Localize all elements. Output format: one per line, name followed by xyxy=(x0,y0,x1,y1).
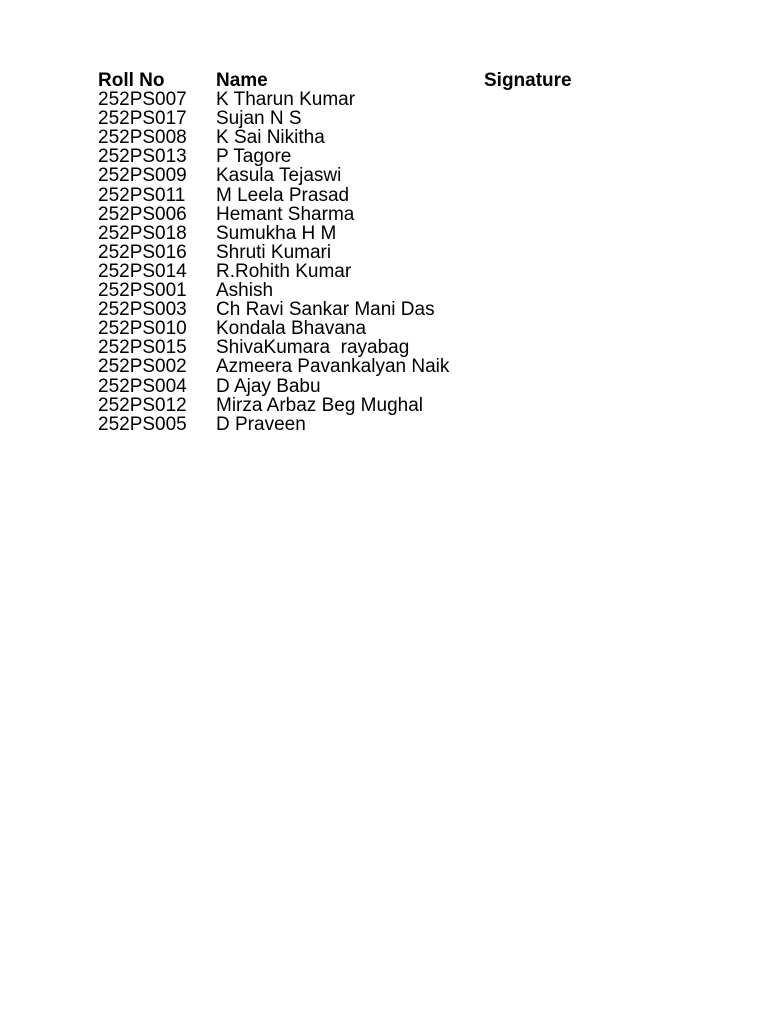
roll-no-cell: 252PS008 xyxy=(98,127,187,149)
name-cell: Azmeera Pavankalyan Naik xyxy=(216,356,450,378)
table-row xyxy=(98,243,658,262)
table-row xyxy=(98,147,658,166)
roll-no-cell: 252PS014 xyxy=(98,260,187,282)
roll-no-cell: 252PS003 xyxy=(98,299,187,321)
name-cell: D Praveen xyxy=(216,413,306,435)
table-row xyxy=(98,281,658,300)
attendance-sheet xyxy=(98,71,658,434)
roll-no-cell: 252PS018 xyxy=(98,222,187,244)
roll-no-cell: 252PS015 xyxy=(98,337,187,359)
roll-no-cell: 252PS010 xyxy=(98,318,187,340)
table-row xyxy=(98,300,658,319)
table-row xyxy=(98,90,658,109)
table-row xyxy=(98,377,658,396)
table-row xyxy=(98,128,658,147)
name-cell: Kasula Tejaswi xyxy=(216,165,342,187)
name-cell: R.Rohith Kumar xyxy=(216,260,352,282)
table-row xyxy=(98,338,658,357)
table-row xyxy=(98,319,658,338)
name-cell: M Leela Prasad xyxy=(216,184,350,206)
name-cell: Shruti Kumari xyxy=(216,241,332,263)
name-cell: Sujan N S xyxy=(216,108,302,130)
roll-no-cell: 252PS006 xyxy=(98,203,187,225)
name-cell: Ashish xyxy=(216,280,274,302)
roll-no-cell: 252PS016 xyxy=(98,241,187,263)
name-cell: ShivaKumara rayabag xyxy=(216,337,410,359)
name-cell: Ch Ravi Sankar Mani Das xyxy=(216,299,435,321)
name-cell: K Sai Nikitha xyxy=(216,127,325,149)
roll-no-cell: 252PS007 xyxy=(98,89,187,111)
table-row xyxy=(98,186,658,205)
roll-no-cell: 252PS002 xyxy=(98,356,187,378)
roll-no-cell: 252PS011 xyxy=(98,184,186,206)
roll-no-cell: 252PS004 xyxy=(98,375,187,397)
table-row xyxy=(98,262,658,281)
roll-no-cell: 252PS009 xyxy=(98,165,187,187)
roll-no-cell: 252PS017 xyxy=(98,108,187,130)
table-row xyxy=(98,357,658,376)
name-cell: P Tagore xyxy=(216,146,292,168)
roll-no-cell: 252PS012 xyxy=(98,394,187,416)
table-row xyxy=(98,415,658,434)
roll-no-header: Roll No xyxy=(98,70,165,91)
table-row xyxy=(98,109,658,128)
roll-no-cell: 252PS013 xyxy=(98,146,187,168)
table-row xyxy=(98,205,658,224)
roll-no-cell: 252PS001 xyxy=(98,280,187,302)
name-cell: Kondala Bhavana xyxy=(216,318,367,340)
name-header: Name xyxy=(216,70,268,91)
header-row xyxy=(98,71,658,90)
name-cell: D Ajay Babu xyxy=(216,375,321,397)
name-cell: Hemant Sharma xyxy=(216,203,355,225)
name-cell: K Tharun Kumar xyxy=(216,89,356,111)
signature-header: Signature xyxy=(484,70,572,91)
roll-no-cell: 252PS005 xyxy=(98,413,187,435)
name-cell: Sumukha H M xyxy=(216,222,337,244)
table-row xyxy=(98,396,658,415)
name-cell: Mirza Arbaz Beg Mughal xyxy=(216,394,423,416)
table-row xyxy=(98,224,658,243)
table-row xyxy=(98,166,658,185)
